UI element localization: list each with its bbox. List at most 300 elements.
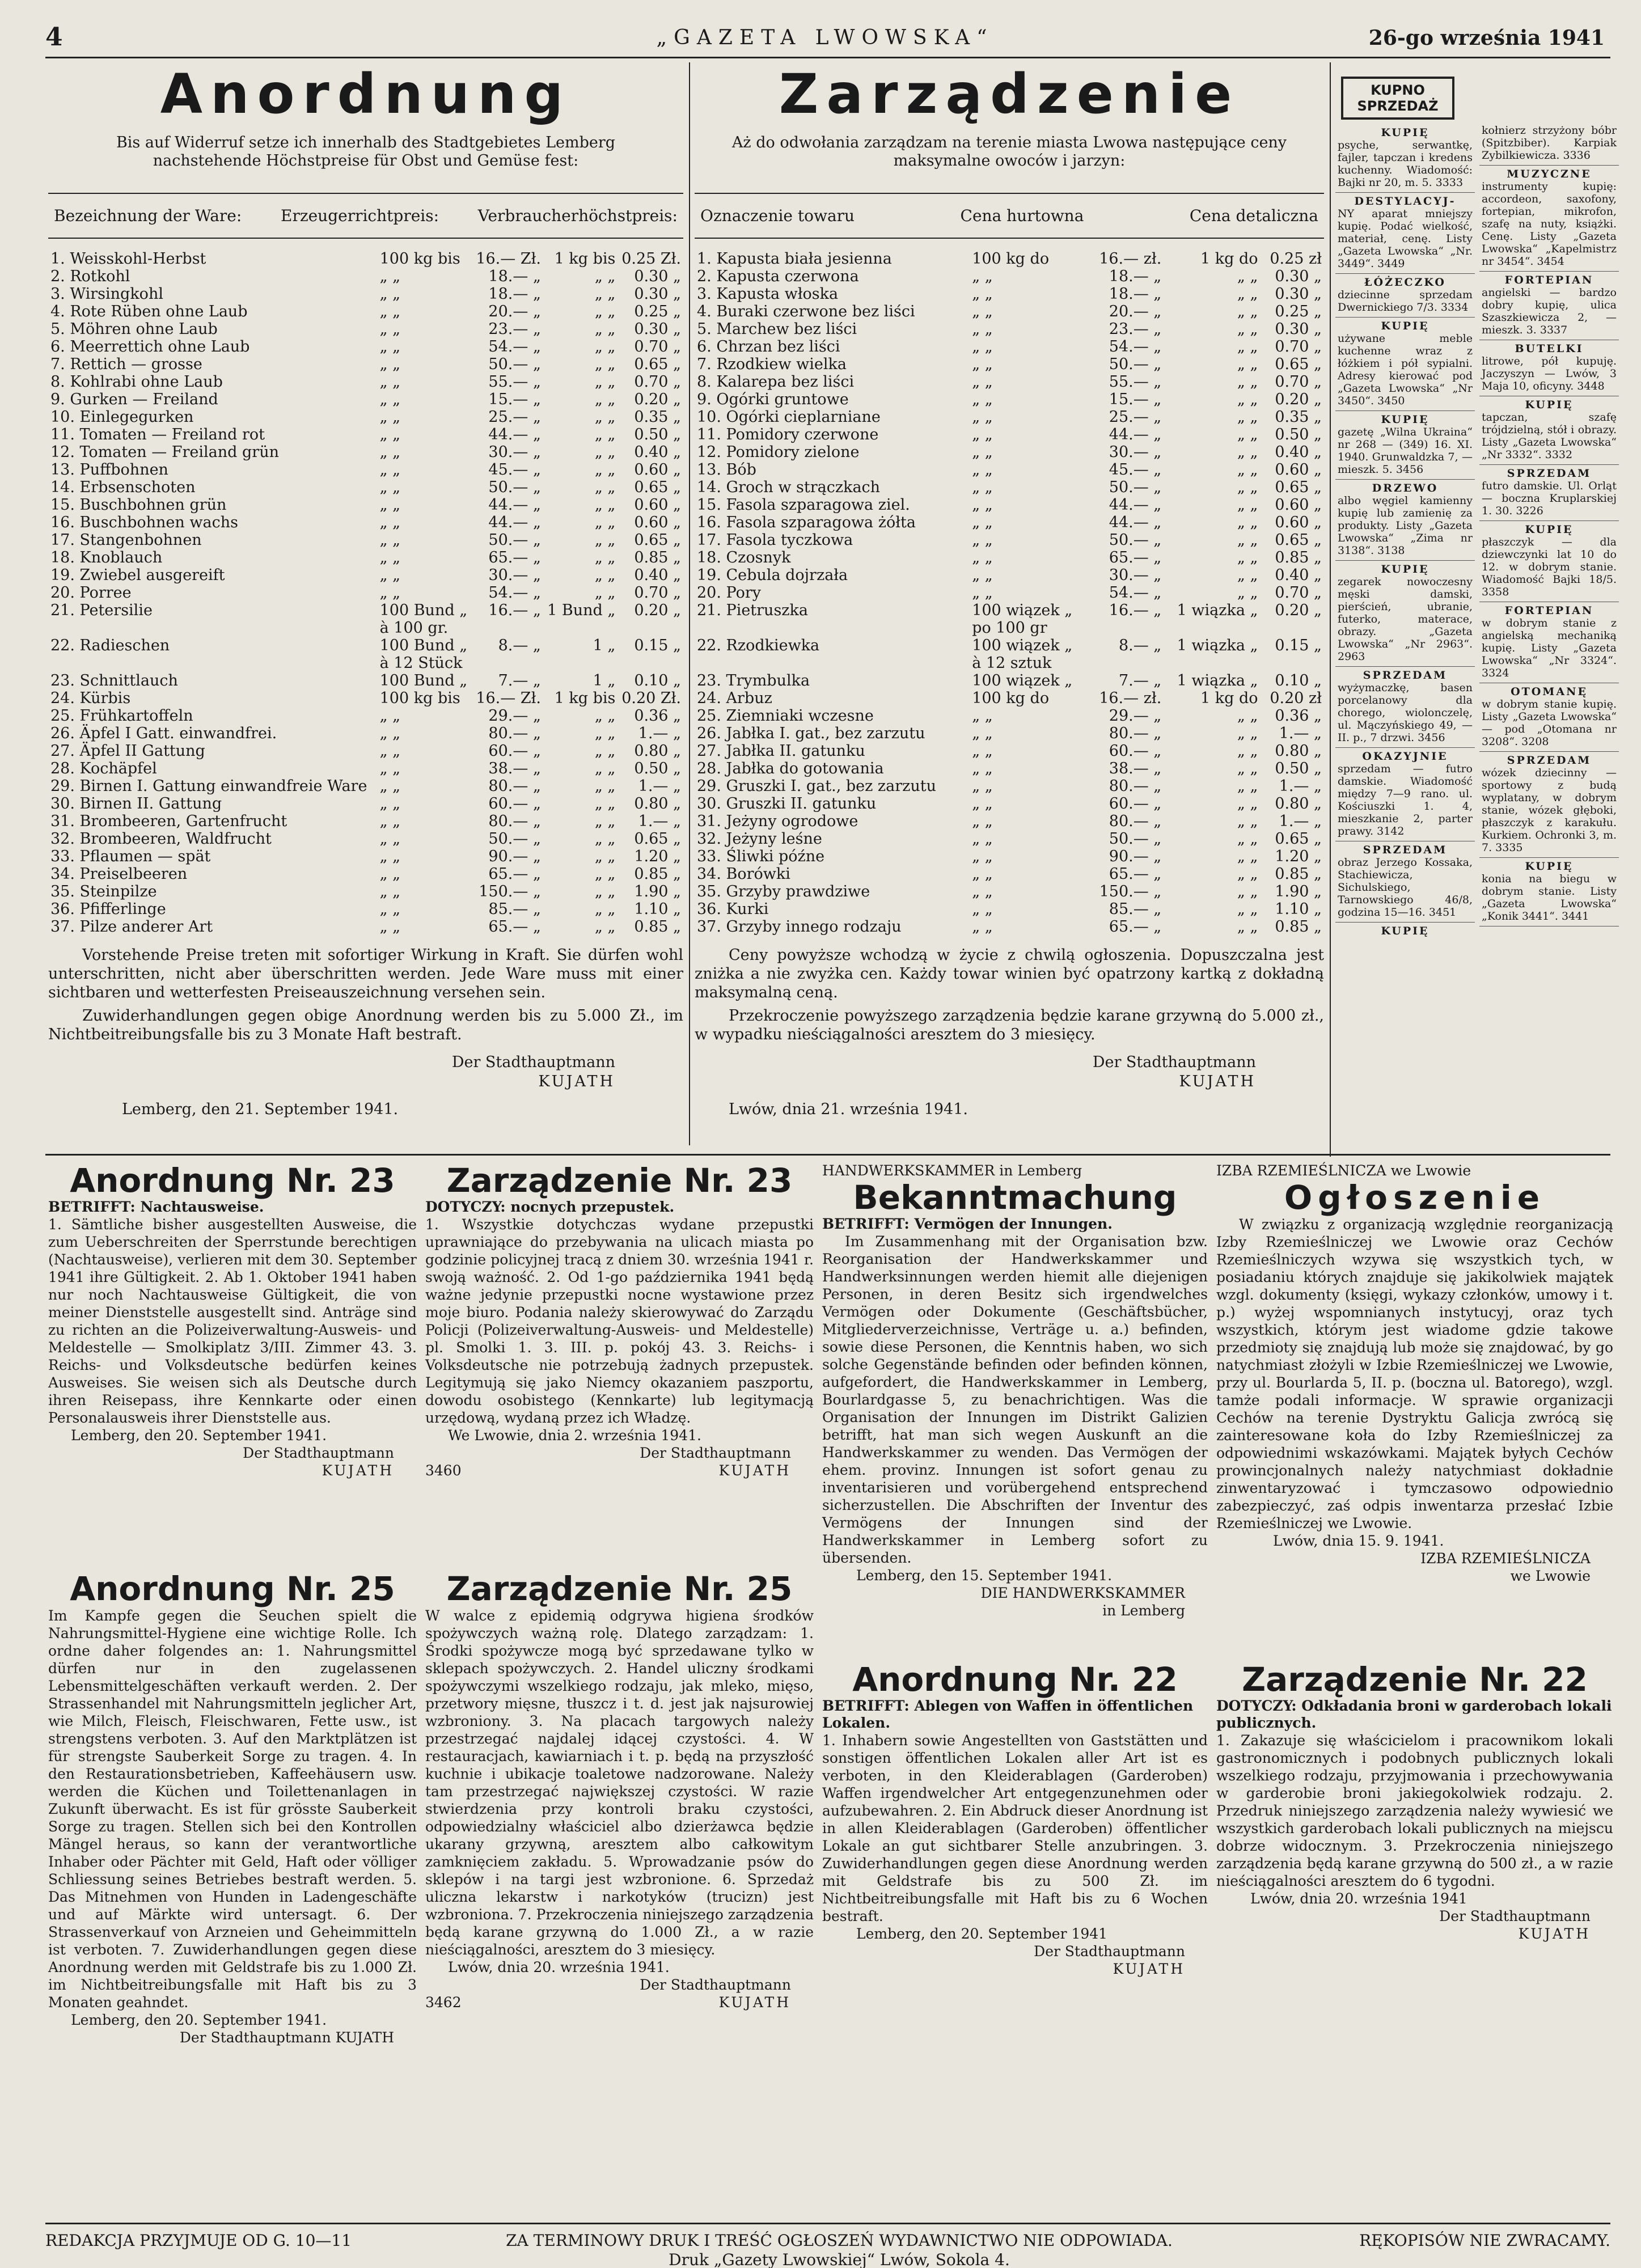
price-cell: 0.30 „ [1275, 285, 1322, 303]
price-cell: 28. Jabłka do gotowania [697, 760, 884, 777]
price-cell: „ „ [1237, 760, 1258, 777]
classified-ad [1479, 602, 1619, 683]
price-cell: à 12 sztuk [972, 654, 1052, 672]
price-cell: 60.— „ [1109, 742, 1162, 760]
price-cell: 7.— „ [1118, 672, 1162, 689]
ad-text: w dobrym stanie z angielską mechaniką kupię. Listy „Gazeta Lwowska“ „Nr 3324“. 3324 [1482, 617, 1617, 679]
price-cell: 21. Pietruszka [697, 602, 808, 619]
zarzadzenie-25-date: Lwów, dnia 20. września 1941. [448, 1959, 670, 1975]
ad-heading: OKAZYJNIE [1362, 750, 1448, 763]
price-row [48, 689, 683, 707]
price-row [695, 391, 1324, 408]
price-cell: 1.— „ [638, 725, 681, 742]
price-cell: 0.50 „ [1275, 760, 1322, 777]
price-cell: „ „ [594, 813, 616, 830]
price-cell: 1 kg do [1200, 250, 1258, 268]
price-row [695, 637, 1324, 654]
price-cell: 22. Rzodkiewka [697, 637, 820, 654]
price-cell: „ „ [379, 356, 401, 373]
ad-text: gazetę „Wilna Ukraina“ nr 268 — (349) 16. XI. 1940. Grunwaldzka 7, — mieszk. 5. 3456 [1338, 426, 1473, 476]
price-row [695, 566, 1324, 584]
price-cell [48, 654, 378, 672]
bekanntmachung-org: HANDWERKSKAMMER in Lemberg [822, 1162, 1082, 1179]
price-cell: 5. Marchew bez liści [697, 320, 857, 338]
ad-heading: KUPIĘ [1525, 399, 1574, 411]
price-cell: 13. Bób [697, 461, 756, 479]
price-cell: „ „ [972, 742, 993, 760]
price-cell: 30.— „ [488, 443, 541, 461]
price-cell: 25. Ziemniaki wczesne [697, 707, 874, 725]
ad-text: instrumenty kupię: accordeon, saxofony, fortepian, mikrofon, szafę na nuty, książki. Cenę. Listy „Gazeta Lwowska“ „Kapelmistrz nr 3454“. 3454 [1482, 180, 1617, 268]
price-cell: „ „ [972, 830, 993, 848]
column-divider [1330, 62, 1331, 1157]
price-cell: 37. Pilze anderer Art [50, 918, 213, 936]
price-cell: 21. Petersilie [50, 602, 153, 619]
price-row [48, 443, 683, 461]
price-cell: 1 wiązka „ [1177, 672, 1258, 689]
price-cell: 19. Zwiebel ausgereift [50, 566, 225, 584]
price-cell: 25. Frühkartoffeln [50, 707, 193, 725]
ogloszenie [1216, 1162, 1613, 1656]
price-row [48, 918, 683, 936]
price-cell: 65.— „ [1109, 549, 1162, 566]
price-cell: „ „ [1237, 813, 1258, 830]
price-cell: 0.50 „ [634, 426, 681, 443]
price-cell: 44.— „ [1109, 426, 1162, 443]
price-cell: „ „ [594, 356, 616, 373]
ad-text: psyche, serwantkę, fajler, tapczan i kredens kuchenny. Wiadomość: Bajki nr 20, m. 5. 3333 [1338, 139, 1473, 189]
price-cell: 18.— „ [1109, 268, 1162, 285]
price-cell: 34. Borówki [697, 865, 790, 883]
ad-text: angielski — bardzo dobry kupię, ulica Szaszkiewicza 2, — mieszk. 3. 3337 [1482, 286, 1617, 336]
price-cell: „ „ [1237, 408, 1258, 426]
price-cell [695, 619, 970, 637]
price-cell: „ „ [594, 285, 616, 303]
price-cell: 0.30 „ [1275, 268, 1322, 285]
price-cell: 50.— „ [1109, 531, 1162, 549]
price-cell: 36. Pfifferlinge [50, 900, 166, 918]
price-cell: 0.80 „ [634, 795, 681, 813]
price-cell: 16.— Zł. [476, 689, 541, 707]
price-cell: „ „ [1237, 320, 1258, 338]
price-row [695, 883, 1324, 900]
price-cell: 0.85 „ [634, 865, 681, 883]
anordnung-23-date: Lemberg, den 20. September 1941. [71, 1427, 327, 1444]
price-cell: „ „ [1237, 795, 1258, 813]
zarzadzenie-23 [425, 1162, 814, 1565]
price-cell: 14. Groch w strączkach [697, 479, 881, 496]
price-cell: 9. Gurken — Freiland [50, 391, 218, 408]
price-cell: „ „ [972, 760, 993, 777]
price-row [695, 760, 1324, 777]
price-row [695, 320, 1324, 338]
price-cell: 18. Knoblauch [50, 549, 163, 566]
price-cell: 1 wiązka „ [1177, 602, 1258, 619]
zarzadzenie-intro: Aż do odwołania zarządzam na terenie miasta Lwowa następujące ceny maksymalne owoców i jarzyn: [731, 134, 1287, 170]
price-cell: 3. Kapusta włoska [697, 285, 839, 303]
price-cell: „ „ [972, 707, 993, 725]
zarzadzenie-22 [1216, 1661, 1613, 2138]
price-cell [1088, 619, 1164, 637]
price-cell: 30.— „ [1109, 443, 1162, 461]
price-cell: „ „ [594, 830, 616, 848]
price-cell: „ „ [379, 338, 401, 356]
anordnung-23-subject: BETRIFFT: Nachtausweise. [48, 1199, 264, 1215]
ad-text: dziecinne sprzedam Dwernickiego 7/3. 3334 [1338, 289, 1473, 314]
price-cell: „ „ [379, 408, 401, 426]
price-cell: „ „ [1237, 566, 1258, 584]
price-cell: 0.50 „ [1275, 426, 1322, 443]
page-number: 4 [45, 23, 63, 52]
classified-ad [1479, 166, 1619, 272]
price-cell: 35. Steinpilze [50, 883, 157, 900]
price-cell: 16. Buschbohnen wachs [50, 514, 238, 531]
anordnung-23-title: Anordnung Nr. 23 [70, 1161, 395, 1200]
anordnung-22-title: Anordnung Nr. 22 [852, 1660, 1178, 1699]
price-cell: 0.20 „ [634, 602, 681, 619]
price-cell: 0.20 „ [634, 391, 681, 408]
price-cell: 10. Ogórki cieplarniane [697, 408, 881, 426]
zarzadzenie-23-footer-line [425, 1462, 814, 1479]
price-cell [618, 619, 683, 637]
price-cell: 100 kg bis [379, 250, 460, 268]
price-cell [543, 619, 618, 637]
price-row [48, 637, 683, 654]
price-cell: „ „ [379, 707, 401, 725]
price-cell: „ „ [1237, 742, 1258, 760]
price-cell: 44.— „ [488, 514, 541, 531]
price-cell: „ „ [972, 285, 993, 303]
price-cell: 0.60 „ [1275, 514, 1322, 531]
price-cell: 20.— „ [1109, 303, 1162, 320]
col-retail-price: Cena detaliczna [1189, 206, 1318, 225]
price-cell: „ „ [1237, 848, 1258, 865]
ads-list [1335, 124, 1619, 937]
price-cell: 54.— „ [1109, 584, 1162, 602]
price-cell: „ „ [594, 918, 616, 936]
zarzadzenie-22-title: Zarządzenie Nr. 22 [1242, 1660, 1588, 1699]
ad-heading: DRZEWO [1372, 482, 1439, 494]
price-cell: „ „ [594, 408, 616, 426]
price-cell: 38.— „ [488, 760, 541, 777]
price-cell: „ „ [972, 479, 993, 496]
ad-number: 3462 [425, 1994, 462, 2011]
price-cell: 0.40 „ [634, 566, 681, 584]
price-cell: 0.15 „ [1275, 637, 1322, 654]
ad-heading: KUPIĘ [1381, 413, 1429, 426]
price-cell: 1. Weisskohl-Herbst [50, 250, 206, 268]
zarzadzenie-25-footer-line [425, 1994, 814, 2011]
price-cell: „ „ [379, 391, 401, 408]
ogloszenie-sig-2: we Lwowie [1510, 1568, 1591, 1584]
ad-text: używane meble kuchenne wraz z łóżkiem i pół sypialni. Adresy kierować pod „Gazeta Lwowska“ „Nr 3450“. 3450 [1338, 332, 1473, 407]
price-cell: „ „ [1237, 356, 1258, 373]
price-cell: 18.— „ [488, 285, 541, 303]
price-cell: 23. Trymbulka [697, 672, 810, 689]
price-cell: 0.85 „ [1275, 865, 1322, 883]
price-cell: 20. Porree [50, 584, 132, 602]
price-row [48, 672, 683, 689]
price-cell: „ „ [1237, 830, 1258, 848]
price-cell: 0.65 „ [634, 830, 681, 848]
price-cell: „ „ [379, 303, 401, 320]
price-cell: „ „ [972, 338, 993, 356]
ogloszenie-title: Ogłoszenie [1284, 1178, 1546, 1217]
price-cell: 100 Bund „ [379, 672, 468, 689]
ogloszenie-sig-1: IZBA RZEMIEŚLNICZA [1420, 1550, 1591, 1567]
classified-ad [1335, 748, 1475, 841]
price-row [695, 742, 1324, 760]
anordnung-price-table [48, 250, 683, 936]
zarzadzenie-25 [425, 1571, 814, 2138]
price-row [695, 619, 1324, 637]
price-cell: 50.— „ [1109, 479, 1162, 496]
price-cell: „ „ [594, 707, 616, 725]
price-cell: „ „ [379, 795, 401, 813]
price-cell: 54.— „ [488, 584, 541, 602]
anordnung-25-sig: Der Stadthauptmann KUJATH [179, 2029, 394, 2046]
price-cell: „ „ [1237, 303, 1258, 320]
price-cell: 18.— „ [1109, 285, 1162, 303]
price-cell: 0.40 „ [1275, 443, 1322, 461]
price-cell: 0.40 „ [634, 443, 681, 461]
price-cell: „ „ [1237, 549, 1258, 566]
price-cell: 0.25 zł [1270, 250, 1322, 268]
price-cell: 10. Einlegegurken [50, 408, 194, 426]
price-cell: 0.80 „ [1275, 742, 1322, 760]
price-cell: 44.— „ [1109, 514, 1162, 531]
price-cell: 18. Czosnyk [697, 549, 791, 566]
ad-heading: FORTEPIAN [1504, 274, 1594, 286]
price-cell: „ „ [594, 584, 616, 602]
price-cell: 50.— „ [488, 356, 541, 373]
price-cell: 65.— „ [488, 549, 541, 566]
ad-number: 3460 [425, 1462, 462, 1479]
price-cell: „ „ [379, 531, 401, 549]
price-cell: 24. Kürbis [50, 689, 131, 707]
anordnung-22-date: Lemberg, den 20. September 1941 [856, 1926, 1108, 1942]
price-cell: 50.— „ [488, 531, 541, 549]
price-row [695, 514, 1324, 531]
header-rule [45, 57, 1610, 58]
price-row [48, 303, 683, 320]
price-cell: 1 Bund „ [547, 602, 616, 619]
price-cell: „ „ [594, 742, 616, 760]
price-cell: 17. Stangenbohnen [50, 531, 202, 549]
price-cell: „ „ [379, 268, 401, 285]
ad-heading: BUTELKI [1515, 342, 1584, 355]
price-row [48, 725, 683, 742]
price-cell: 0.80 „ [634, 742, 681, 760]
classified-ad [1335, 318, 1475, 411]
price-cell: „ „ [1237, 338, 1258, 356]
price-cell: 0.20 Zł. [621, 689, 681, 707]
footer-left: REDAKCJA PRZYJMUJE OD G. 10—11 [45, 2231, 352, 2250]
zarzadzenie-22-sig-title: Der Stadthauptmann [1439, 1908, 1591, 1924]
classified-ads [1335, 71, 1619, 1157]
price-cell: 0.65 „ [634, 356, 681, 373]
price-cell: „ „ [1237, 496, 1258, 514]
zarzadzenie-23-date: We Lwowie, dnia 2. września 1941. [448, 1427, 701, 1444]
price-cell: „ „ [1237, 461, 1258, 479]
price-cell: 2. Rotkohl [50, 268, 130, 285]
price-row [695, 461, 1324, 479]
zarzadzenie-para-2: Przekroczenie powyższego zarządzenia będzie karane grzywną do 5.000 zł., w wypadku nieściągalności aresztem do 3 miesięcy. [695, 1007, 1324, 1043]
price-cell: 38.— „ [1109, 760, 1162, 777]
price-cell: 0.85 „ [1275, 549, 1322, 566]
price-cell: „ „ [379, 760, 401, 777]
price-cell: 0.85 „ [634, 918, 681, 936]
price-cell: „ „ [379, 918, 401, 936]
price-cell: „ „ [972, 356, 993, 373]
price-row [695, 813, 1324, 830]
price-cell: 1.90 „ [634, 883, 681, 900]
price-cell: 0.60 „ [634, 496, 681, 514]
anordnung-23-sig-name: KUJATH [322, 1462, 394, 1479]
price-cell: 15.— „ [488, 391, 541, 408]
classified-ad [1479, 521, 1619, 602]
zarzadzenie-25-title: Zarządzenie Nr. 25 [446, 1569, 793, 1608]
price-cell: 0.15 „ [634, 637, 681, 654]
price-cell: „ „ [972, 514, 993, 531]
anordnung-title: Anordnung [160, 62, 572, 126]
price-row [695, 268, 1324, 285]
price-cell: 50.— „ [488, 479, 541, 496]
price-cell: „ „ [379, 479, 401, 496]
price-cell: 30. Birnen II. Gattung [50, 795, 222, 813]
price-cell: 1.90 „ [1275, 883, 1322, 900]
price-cell: 23. Schnittlauch [50, 672, 178, 689]
price-cell: 0.25 „ [1275, 303, 1322, 320]
price-cell: 29. Gruszki I. gat., bez zarzutu [697, 777, 937, 795]
anordnung-23-sig-title: Der Stadthauptmann [243, 1445, 394, 1461]
price-cell: 25.— „ [1109, 408, 1162, 426]
ad-heading: SPRZEDAM [1363, 669, 1448, 682]
price-cell: 1.— „ [1279, 725, 1322, 742]
price-cell: 0.30 „ [634, 268, 681, 285]
price-cell: 9. Ogórki gruntowe [697, 391, 849, 408]
price-cell: 1.20 „ [1275, 848, 1322, 865]
classified-ad [1479, 340, 1619, 396]
price-cell: „ „ [972, 918, 993, 936]
zarzadzenie-para-1: Ceny powyższe wchodzą w życie z chwilą ogłoszenia. Dopuszczalna jest zniżka a nie zwyżka cen. Każdy towar winien być opatrzony kartką z dokładną maksymalną ceną. [695, 946, 1324, 1001]
bekanntmachung [822, 1162, 1208, 1656]
price-cell: 6. Chrzan bez liści [697, 338, 840, 356]
price-cell: 0.60 „ [1275, 461, 1322, 479]
price-row [695, 356, 1324, 373]
price-row [695, 531, 1324, 549]
price-cell [472, 619, 543, 637]
price-cell: 54.— „ [1109, 338, 1162, 356]
price-cell: 16.— Zł. [476, 250, 541, 268]
classified-ad [1479, 272, 1619, 340]
price-cell: 0.70 „ [1275, 373, 1322, 391]
price-row [48, 531, 683, 549]
price-cell: 1 kg bis [554, 689, 616, 707]
classified-ad [1335, 274, 1475, 318]
price-cell: 6. Meerrettich ohne Laub [50, 338, 250, 356]
price-cell: 100 kg do [972, 250, 1050, 268]
ad-text: tapczan, szafę trójdzielną, stół i obrazy. Listy „Gazeta Lwowska“ „Nr 3332“. 3332 [1482, 411, 1617, 461]
price-cell: 1.20 „ [634, 848, 681, 865]
price-cell: „ „ [1237, 900, 1258, 918]
price-cell: 150.— „ [1099, 883, 1162, 900]
price-cell: 22. Radieschen [50, 637, 170, 654]
price-row [695, 549, 1324, 566]
ad-heading: OTOMANĘ [1511, 686, 1588, 698]
zarzadzenie-table-header [695, 193, 1324, 239]
section-rule [45, 1154, 1610, 1156]
price-cell: 100 wiązek „ [972, 602, 1073, 619]
ogloszenie-date: Lwów, dnia 15. 9. 1941. [1273, 1533, 1444, 1549]
price-row [695, 795, 1324, 813]
price-cell: 32. Jeżyny leśne [697, 830, 822, 848]
price-cell: 26. Jabłka I. gat., bez zarzutu [697, 725, 925, 742]
price-cell: 44.— „ [1109, 496, 1162, 514]
price-cell: „ „ [972, 373, 993, 391]
price-cell: 0.10 „ [634, 672, 681, 689]
price-cell: „ „ [972, 795, 993, 813]
price-cell: „ „ [379, 777, 401, 795]
price-cell: 1 kg do [1200, 689, 1258, 707]
price-cell: 16. Fasola szparagowa żółta [697, 514, 916, 531]
price-cell: „ „ [379, 320, 401, 338]
price-cell: 45.— „ [1109, 461, 1162, 479]
price-cell: „ „ [594, 303, 616, 320]
price-cell: 0.40 „ [1275, 566, 1322, 584]
ad-text: futro damskie. Ul. Orląt — boczna Kruplarskiej 1. 30. 3226 [1482, 480, 1617, 517]
price-cell: „ „ [379, 900, 401, 918]
price-cell: 100 Bund „ [379, 602, 468, 619]
price-cell: 8.— „ [498, 637, 541, 654]
price-row [48, 848, 683, 865]
price-cell: „ „ [1237, 285, 1258, 303]
price-cell [48, 619, 378, 637]
price-row [695, 848, 1324, 865]
price-cell: 30.— „ [488, 566, 541, 584]
price-row [48, 268, 683, 285]
ad-heading: ŁÓŻECZKO [1364, 276, 1446, 289]
price-row [48, 426, 683, 443]
price-row [48, 250, 683, 268]
price-row [695, 426, 1324, 443]
price-cell: „ „ [594, 760, 616, 777]
price-row [695, 830, 1324, 848]
ad-heading: DESTYLACYJ- [1354, 195, 1456, 208]
price-cell: „ „ [972, 883, 993, 900]
price-row [48, 479, 683, 496]
price-cell: „ „ [1237, 479, 1258, 496]
price-row [48, 338, 683, 356]
price-cell [1088, 654, 1164, 672]
price-cell: 12. Tomaten — Freiland grün [50, 443, 279, 461]
price-cell: 5. Möhren ohne Laub [50, 320, 218, 338]
price-row [48, 900, 683, 918]
ad-heading: SPRZEDAM [1363, 844, 1448, 856]
price-cell: 65.— „ [488, 918, 541, 936]
price-cell: 150.— „ [479, 883, 541, 900]
price-cell: „ „ [379, 584, 401, 602]
price-cell: „ „ [972, 268, 993, 285]
price-cell: 24. Arbuz [697, 689, 772, 707]
price-cell: 37. Grzyby innego rodzaju [697, 918, 902, 936]
price-cell: 0.65 „ [1275, 830, 1322, 848]
price-row [695, 250, 1324, 268]
zarzadzenie-25-sig-name: KUJATH [718, 1994, 791, 2011]
ad-text: konia na biegu w dobrym stanie. Listy „Gazeta Lwowska“ „Konik 3441“. 3441 [1482, 873, 1617, 923]
price-cell: „ „ [1237, 584, 1258, 602]
anordnung-para-2: Zuwiderhandlungen gegen obige Anordnung werden bis zu 5.000 Zł., im Nichtbeitreibungsfalle bis zu 3 Monate Haft bestraft. [48, 1007, 683, 1043]
